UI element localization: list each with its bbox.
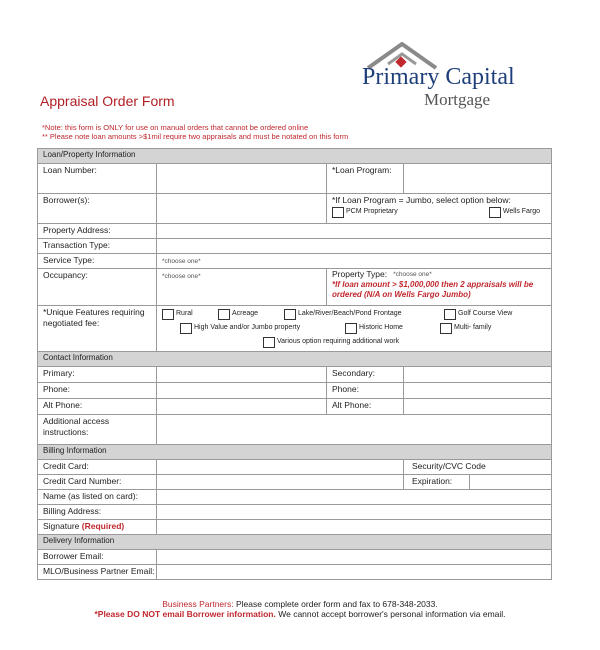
primary-capital-logo [362,42,552,114]
various-option-checkbox[interactable] [263,337,275,348]
service-type-placeholder: *choose one* [162,258,201,265]
primary-field[interactable] [157,367,327,383]
label-service-type: Service Type: [38,254,157,269]
credit-card-field[interactable] [157,460,404,475]
form-title: Appraisal Order Form [40,93,175,109]
section-header-delivery [38,535,552,550]
partners-label: Business Partners: [162,599,234,609]
label-expiration: Expiration: [404,475,470,490]
label-property-address: Property Address: [38,224,157,239]
label-loan-program: *Loan Program: [327,164,404,194]
section-header-billing [38,445,552,460]
label-phone: Phone: [38,383,157,399]
unique-features-options [157,306,552,352]
expiration-field[interactable] [470,475,552,490]
various-option-label: Various option requiring additional work [277,337,400,345]
property-type-cell [327,269,552,306]
label-billing-address: Billing Address: [38,505,157,520]
occupancy-placeholder: *choose one* [162,273,201,280]
label-primary: Primary: [38,367,157,383]
rural-checkbox[interactable] [162,309,174,320]
cc-number-field[interactable] [157,475,404,490]
label-mlo-email: MLO/Business Partner Email: [38,565,157,580]
alt-phone-field[interactable] [157,399,327,415]
borrower-email-field[interactable] [157,550,552,565]
warning-label: *Please DO NOT email Borrower information. [94,609,276,619]
section-title: Billing Information [38,445,552,460]
wells-fargo-label: Wells Fargo [502,208,541,216]
label-borrower-email: Borrower Email: [38,550,157,565]
wells-fargo-checkbox[interactable] [489,207,501,218]
label-occupancy: Occupancy: [38,269,157,306]
historic-home-checkbox[interactable] [345,323,357,334]
warning-text: We cannot accept borrower's personal information via email. [278,609,506,619]
property-type-select[interactable]: *choose one* [393,271,432,278]
phone-secondary-field[interactable] [404,383,552,399]
multi-family-label: Multi- family [454,323,492,331]
acreage-label: Acreage [232,309,259,317]
phone-field[interactable] [157,383,327,399]
occupancy-select[interactable] [157,269,327,306]
jumbo-option-cell [327,194,552,224]
label-credit-card: Credit Card: [38,460,157,475]
label-property-type: Property Type: [332,269,388,279]
jumbo-note: *If Loan Program = Jumbo, select option below: [332,195,511,205]
secondary-field[interactable] [404,367,552,383]
label-loan-number: Loan Number: [38,164,157,194]
service-type-select[interactable] [157,254,552,269]
multi-family-checkbox[interactable] [440,323,452,334]
section-title: Delivery Information [38,535,552,550]
high-value-checkbox[interactable] [180,323,192,334]
pcm-proprietary-label: PCM Proprietary [346,208,398,216]
label-transaction-type: Transaction Type: [38,239,157,254]
logo-sub-text: Mortgage [424,90,491,109]
lake-frontage-checkbox[interactable] [284,309,296,320]
label-borrowers: Borrower(s): [38,194,157,224]
loan-program-field[interactable] [404,164,552,194]
label-phone-secondary: Phone: [327,383,404,399]
note-line-1: *Note: this form is ONLY for use on manual orders that cannot be ordered online [42,123,309,132]
name-on-card-field[interactable] [157,490,552,505]
label-signature [38,520,157,535]
section-header-loan [38,149,552,164]
section-header-contact [38,352,552,367]
loan-number-field[interactable] [157,164,327,194]
label-alt-phone: Alt Phone: [38,399,157,415]
billing-address-field[interactable] [157,505,552,520]
acreage-checkbox[interactable] [218,309,230,320]
partners-text: Please complete order form and fax to 678-348-2033. [235,599,438,609]
appraisal-form-table [37,148,552,580]
footer-partners [0,599,600,609]
additional-access-field[interactable] [157,415,552,445]
footer-warning [0,609,600,619]
section-title: Loan/Property Information [38,149,552,164]
pcm-proprietary-checkbox[interactable] [332,207,344,218]
high-value-label: High Value and/or Jumbo property [194,323,301,331]
property-address-field[interactable] [157,224,552,239]
required-text: (Required) [81,521,125,531]
golf-course-label: Golf Course View [458,309,513,317]
label-alt-phone-secondary: Alt Phone: [327,399,404,415]
signature-text: Signature [43,521,80,531]
label-security-code: Security/CVC Code [404,460,552,475]
label-name-on-card: Name (as listed on card): [38,490,157,505]
section-title: Contact Information [38,352,552,367]
alt-phone-secondary-field[interactable] [404,399,552,415]
transaction-type-field[interactable] [157,239,552,254]
rural-label: Rural [176,309,193,317]
label-unique-features: *Unique Features requiring negotiated fee: [38,306,157,352]
logo-brand-text: Primary Capital [362,64,515,90]
label-cc-number: Credit Card Number: [38,475,157,490]
jumbo-warning: *If loan amount > $1,000,000 then 2 appraisals will be ordered (N/A on Wells Fargo Jumbo) [332,279,534,299]
note-line-2: ** Please note loan amounts >$1mil require two appraisals and must be notated on this form [42,132,349,141]
signature-field[interactable] [157,520,552,535]
label-secondary: Secondary: [327,367,404,383]
historic-home-label: Historic Home [359,323,403,331]
lake-frontage-label: Lake/River/Beach/Pond Frontage [298,309,402,317]
borrowers-field[interactable] [157,194,327,224]
label-additional-access: Additional access instructions: [38,415,157,445]
golf-course-checkbox[interactable] [444,309,456,320]
mlo-email-field[interactable] [157,565,552,580]
